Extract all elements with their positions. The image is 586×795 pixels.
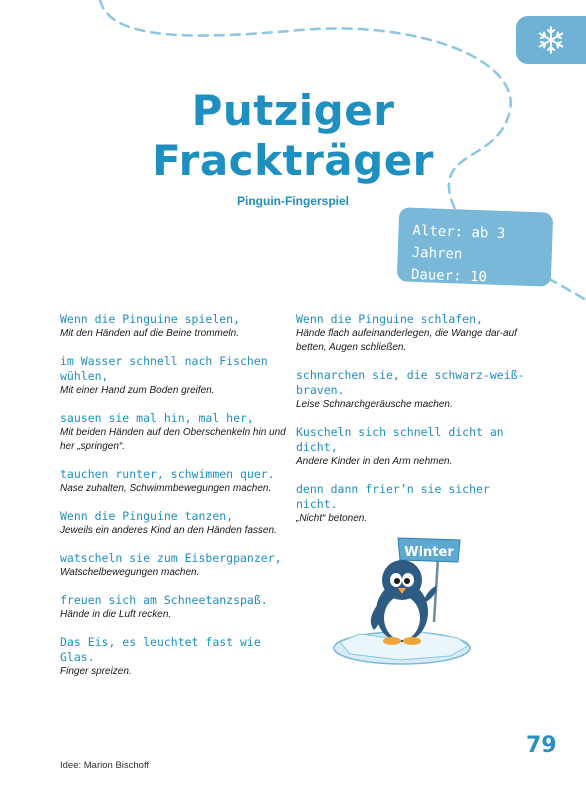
- verse-line: freuen sich am Schneetanzspaß.: [60, 593, 268, 607]
- verse: [60, 551, 288, 580]
- verse: [60, 635, 288, 679]
- verse-line: tauchen runter, schwimmen quer.: [60, 467, 275, 481]
- winter-sign: [398, 538, 460, 562]
- verse-instruction: Nase zuhalten, Schwimmbewegungen machen.: [60, 483, 272, 494]
- verse-line: Wenn die Pinguine tanzen,: [60, 509, 234, 523]
- penguin-illustration: [330, 530, 480, 670]
- verse-line: Kuscheln sich schnell dicht an dicht,: [296, 425, 504, 454]
- verse: [60, 312, 288, 341]
- age-info: Alter: ab 3 Jahren: [411, 222, 506, 263]
- verse-instruction: Mit einer Hand zum Boden greifen.: [60, 385, 215, 396]
- verse-instruction: Hände flach aufeinanderlegen, die Wange dar-auf betten, Augen schließen.: [296, 328, 517, 353]
- verse: [60, 354, 288, 398]
- verse-instruction: Watschelbewegungen machen.: [60, 567, 200, 578]
- duration-info: Dauer: 10 Minuten: [409, 266, 488, 307]
- verse-line: Wenn die Pinguine spielen,: [60, 312, 241, 326]
- verse: [60, 411, 288, 454]
- verse: [60, 509, 288, 538]
- snowflake-icon: [536, 25, 566, 55]
- verse-instruction: „Nicht“ betonen.: [296, 513, 368, 524]
- verse-line: Das Eis, es leuchtet fast wie Glas.: [60, 635, 261, 664]
- verse-line: schnarchen sie, die schwarz-weiß-braven.: [296, 368, 525, 397]
- info-box: [397, 207, 553, 307]
- verse-line: sausen sie mal hin, mal her,: [60, 411, 254, 425]
- verses-column-right: [296, 312, 526, 539]
- verse: [60, 593, 288, 622]
- page-title-line-1: Putziger: [191, 86, 395, 135]
- page-subtitle: Pinguin-Fingerspiel: [236, 194, 349, 208]
- verse-instruction: Mit den Händen auf die Beine trommeln.: [60, 328, 239, 339]
- author-credit: Idee: Marion Bischoff: [60, 760, 150, 771]
- verse: [296, 425, 526, 469]
- verses-column-left: [60, 312, 288, 692]
- verse-instruction: Mit beiden Händen auf den Oberschenkeln hin und her „springen“.: [60, 427, 286, 452]
- sign-text: Winter: [404, 545, 454, 560]
- verse: [296, 312, 526, 355]
- verse-instruction: Finger spreizen.: [60, 666, 132, 677]
- verse-line: Wenn die Pinguine schlafen,: [296, 312, 483, 326]
- verse-instruction: Jeweils ein anderes Kind an den Händen fassen.: [60, 525, 277, 536]
- verse: [60, 467, 288, 496]
- page-title-line-2: Frackträger: [152, 136, 434, 185]
- verse: [296, 482, 526, 526]
- verse: [296, 368, 526, 412]
- chapter-tab: [516, 16, 586, 64]
- verse-line: watscheln sie zum Eisbergpanzer,: [60, 551, 282, 565]
- verse-instruction: Leise Schnarchgeräusche machen.: [296, 399, 453, 410]
- verse-instruction: Hände in die Luft recken.: [60, 609, 172, 620]
- page-number: 79: [526, 733, 557, 758]
- verse-line: im Wasser schnell nach Fischen wühlen,: [60, 354, 268, 383]
- verse-line: denn dann frier’n sie sicher nicht.: [296, 482, 490, 511]
- verse-instruction: Andere Kinder in den Arm nehmen.: [296, 456, 453, 467]
